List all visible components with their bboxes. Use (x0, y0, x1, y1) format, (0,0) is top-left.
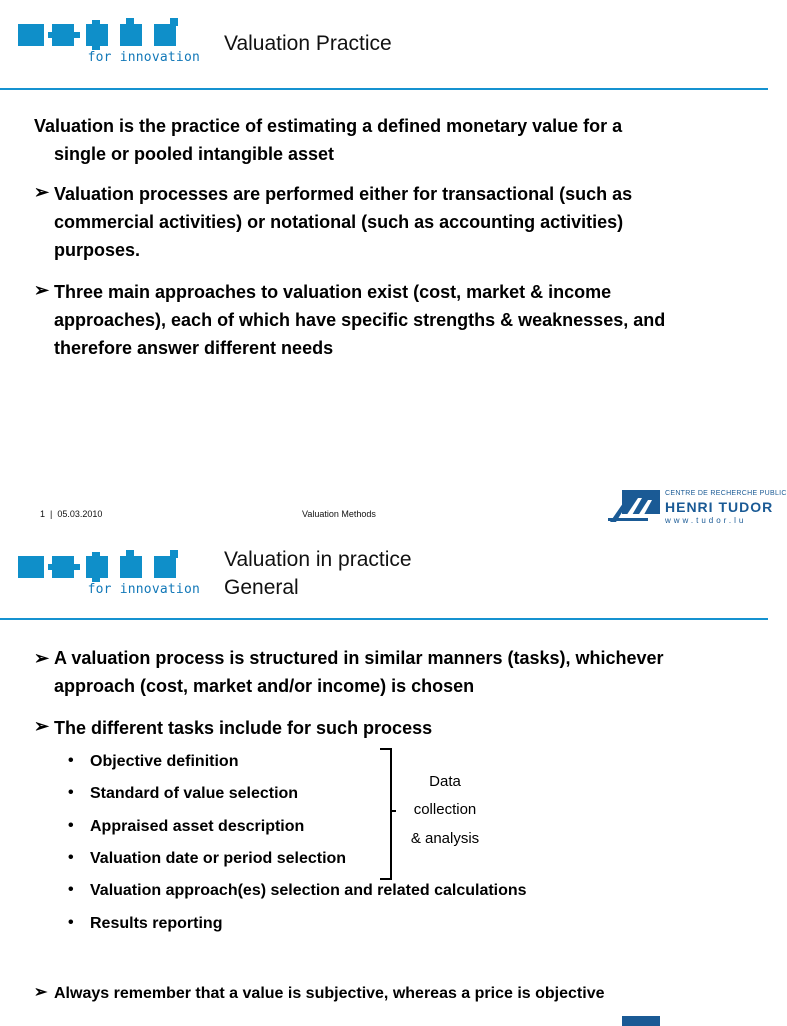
slide-2 (0, 530, 768, 1024)
tudor-emblem-icon (608, 488, 664, 528)
bullet-line: approaches), each of which have specific strengths & weaknesses, and (54, 310, 666, 330)
bullet-line: Valuation processes are performed either for transactional (such as (54, 184, 633, 204)
bullet-line: approach (cost, market and/or income) is chosen (54, 676, 475, 696)
arrow-bullet-icon: ➢ (34, 182, 50, 202)
brand-line-3: www.tudor.lu (665, 516, 747, 525)
task-item: Objective definition (90, 753, 239, 770)
task-item: Standard of value selection (90, 785, 299, 802)
brand-line-1: CENTRE DE RECHERCHE PUBLIC (665, 490, 787, 497)
logo-tagline: for innovation (87, 50, 200, 65)
dot-bullet-icon: • (68, 914, 74, 931)
slide-title-line-1: Valuation in practice (224, 548, 412, 571)
dot-bullet-icon: • (68, 752, 74, 769)
intro-line-1: Valuation is the practice of estimating a defined monetary value for a (34, 116, 623, 136)
dot-bullet-icon: • (68, 849, 74, 866)
tudor-logo (608, 488, 787, 528)
bullet-line: A valuation process is structured in similar manners (tasks), whichever (54, 648, 664, 668)
task-item: Appraised asset description (90, 818, 305, 835)
arrow-bullet-icon: ➢ (34, 984, 48, 1001)
bullet-line: Three main approaches to valuation exist (cost, market & income (54, 282, 612, 302)
tudor-emblem-partial (622, 1016, 660, 1026)
bracket-label-line: & analysis (410, 830, 480, 847)
arrow-bullet-icon: ➢ (34, 648, 50, 668)
page-number: 1 (40, 509, 46, 519)
bracket-label-line: collection (413, 801, 477, 818)
arrow-bullet-icon: ➢ (34, 716, 50, 736)
task-item: Results reporting (90, 915, 223, 932)
closing-note: Always remember that a value is subjective, whereas a price is objective (54, 985, 605, 1002)
bullet-approaches (54, 278, 754, 362)
header-rule (0, 88, 768, 90)
footer-separator: | (50, 509, 53, 519)
dot-bullet-icon: • (68, 881, 74, 898)
intro-line-2: single or pooled intangible asset (54, 144, 335, 164)
task-item: Valuation date or period selection (90, 850, 347, 867)
brand-line-2: HENRI TUDOR (665, 499, 774, 515)
bullet-process (54, 644, 754, 700)
bracket-tick (390, 810, 396, 812)
footer-title: Valuation Methods (302, 509, 376, 519)
innovation-logo (8, 542, 206, 612)
bullet-line: The different tasks include for such process (54, 718, 433, 738)
logo-tagline: for innovation (87, 582, 200, 597)
arrow-bullet-icon: ➢ (34, 280, 50, 300)
bullet-tasks (54, 714, 754, 742)
dot-bullet-icon: • (68, 784, 74, 801)
slide-title: Valuation Practice (224, 32, 392, 55)
bullet-line: commercial activities) or notational (such as accounting activities) (54, 212, 624, 232)
footer-date: 05.03.2010 (57, 509, 103, 519)
bullet-line: purposes. (54, 240, 141, 260)
innovation-logo (8, 10, 206, 80)
bullet-line: therefore answer different needs (54, 338, 334, 358)
footer-page (40, 509, 102, 519)
slide-title-line-2: General (224, 576, 299, 599)
data-collection-bracket (380, 748, 392, 880)
bullet-transactional (54, 180, 754, 264)
dot-bullet-icon: • (68, 817, 74, 834)
header-rule (0, 618, 768, 620)
intro-paragraph (34, 112, 734, 168)
task-item: Valuation approach(es) selection and related calculations (90, 882, 527, 899)
bracket-label-line: Data (429, 773, 461, 790)
